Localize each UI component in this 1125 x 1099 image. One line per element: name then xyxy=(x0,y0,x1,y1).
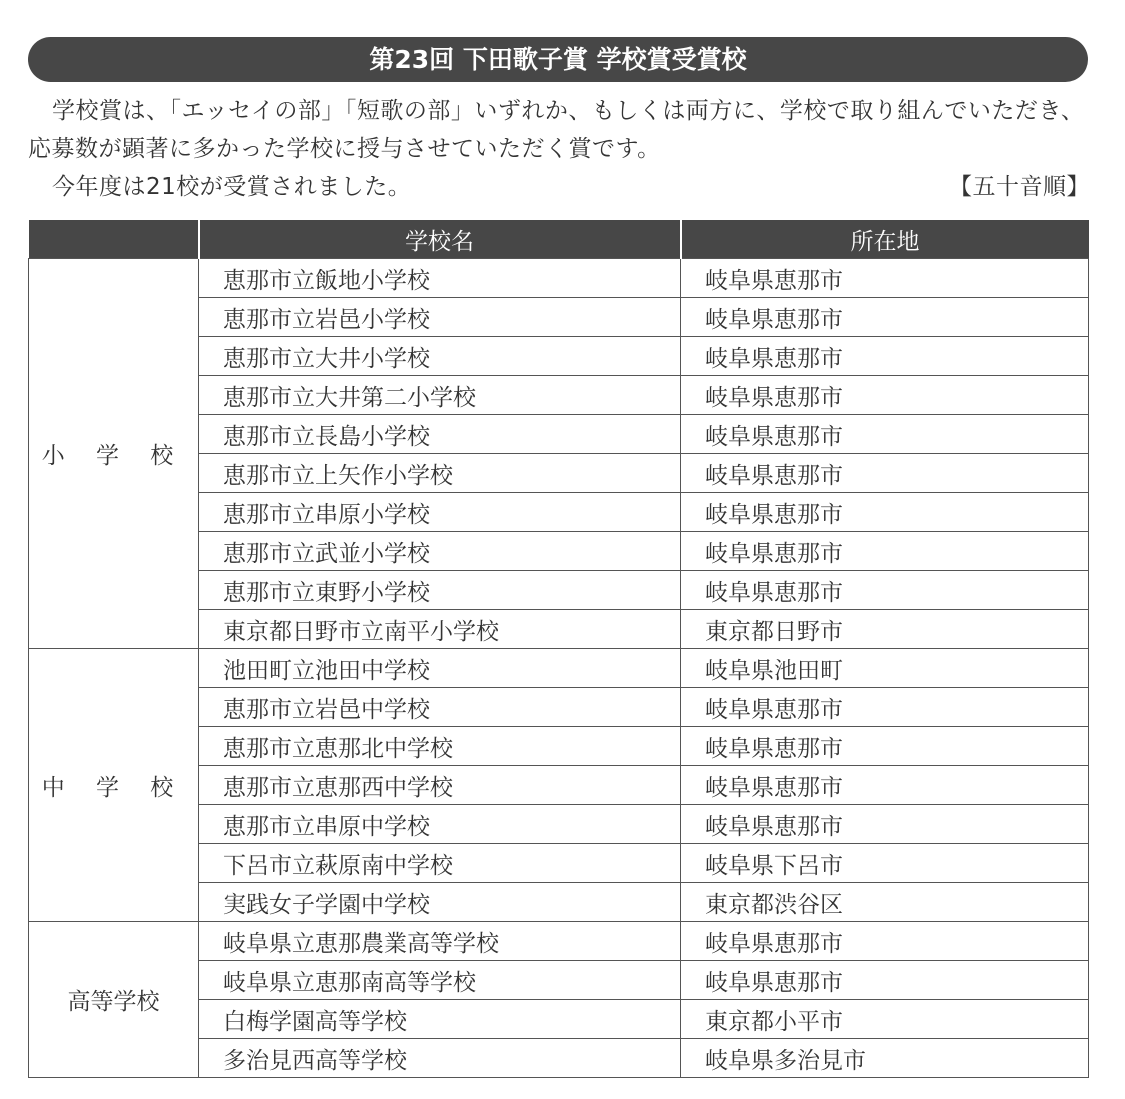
school-name-cell: 池田町立池田中学校 xyxy=(199,649,681,688)
school-name-cell: 恵那市立恵那西中学校 xyxy=(199,766,681,805)
school-name-cell: 恵那市立大井小学校 xyxy=(199,337,681,376)
location-cell: 岐阜県恵那市 xyxy=(681,688,1089,727)
location-cell: 岐阜県下呂市 xyxy=(681,844,1089,883)
intro-description: 学校賞は、「エッセイの部」「短歌の部」いずれか、もしくは両方に、学校で取り組んでいただき、応募数が顕著に多かった学校に授与させていただく賞です。 xyxy=(28,98,1085,162)
school-name-cell: 恵那市立岩邑小学校 xyxy=(199,298,681,337)
school-name-cell: 恵那市立串原中学校 xyxy=(199,805,681,844)
header-school-name: 学校名 xyxy=(199,220,681,259)
location-cell: 岐阜県恵那市 xyxy=(681,376,1089,415)
location-cell: 岐阜県恵那市 xyxy=(681,337,1089,376)
location-cell: 岐阜県恵那市 xyxy=(681,961,1089,1000)
category-cell: 高等学校 xyxy=(29,922,199,1078)
location-cell: 岐阜県恵那市 xyxy=(681,766,1089,805)
school-name-cell: 白梅学園高等学校 xyxy=(199,1000,681,1039)
location-cell: 岐阜県恵那市 xyxy=(681,259,1089,298)
school-name-cell: 恵那市立飯地小学校 xyxy=(199,259,681,298)
school-name-cell: 岐阜県立恵那南高等学校 xyxy=(199,961,681,1000)
location-cell: 東京都日野市 xyxy=(681,610,1089,649)
school-name-cell: 恵那市立恵那北中学校 xyxy=(199,727,681,766)
location-cell: 岐阜県恵那市 xyxy=(681,922,1089,961)
location-cell: 東京都渋谷区 xyxy=(681,883,1089,922)
awarded-schools-table xyxy=(28,220,1089,1078)
intro-summary-row xyxy=(28,168,1090,206)
school-name-cell: 恵那市立岩邑中学校 xyxy=(199,688,681,727)
order-note: 【五十音順】 xyxy=(949,174,1090,200)
table-header-row xyxy=(29,220,1089,259)
header-location: 所在地 xyxy=(681,220,1089,259)
school-name-cell: 恵那市立串原小学校 xyxy=(199,493,681,532)
table-row xyxy=(29,259,1089,298)
location-cell: 岐阜県恵那市 xyxy=(681,298,1089,337)
school-name-cell: 恵那市立上矢作小学校 xyxy=(199,454,681,493)
table-row xyxy=(29,649,1089,688)
intro xyxy=(28,92,1090,206)
header-category xyxy=(29,220,199,259)
school-name-cell: 恵那市立大井第二小学校 xyxy=(199,376,681,415)
location-cell: 岐阜県恵那市 xyxy=(681,805,1089,844)
school-name-cell: 下呂市立萩原南中学校 xyxy=(199,844,681,883)
school-name-cell: 多治見西高等学校 xyxy=(199,1039,681,1078)
school-name-cell: 恵那市立長島小学校 xyxy=(199,415,681,454)
school-name-cell: 実践女子学園中学校 xyxy=(199,883,681,922)
location-cell: 岐阜県恵那市 xyxy=(681,493,1089,532)
category-cell: 小 学 校 xyxy=(29,259,199,649)
school-name-cell: 東京都日野市立南平小学校 xyxy=(199,610,681,649)
location-cell: 岐阜県恵那市 xyxy=(681,532,1089,571)
award-count-text: 今年度は21校が受賞されました。 xyxy=(52,174,412,200)
school-name-cell: 岐阜県立恵那農業高等学校 xyxy=(199,922,681,961)
school-name-cell: 恵那市立東野小学校 xyxy=(199,571,681,610)
location-cell: 岐阜県恵那市 xyxy=(681,415,1089,454)
location-cell: 岐阜県恵那市 xyxy=(681,727,1089,766)
location-cell: 岐阜県多治見市 xyxy=(681,1039,1089,1078)
page-title: 第23回 下田歌子賞 学校賞受賞校 xyxy=(28,37,1088,82)
category-cell: 中 学 校 xyxy=(29,649,199,922)
school-name-cell: 恵那市立武並小学校 xyxy=(199,532,681,571)
location-cell: 岐阜県恵那市 xyxy=(681,454,1089,493)
table-row xyxy=(29,922,1089,961)
location-cell: 岐阜県池田町 xyxy=(681,649,1089,688)
location-cell: 岐阜県恵那市 xyxy=(681,571,1089,610)
location-cell: 東京都小平市 xyxy=(681,1000,1089,1039)
